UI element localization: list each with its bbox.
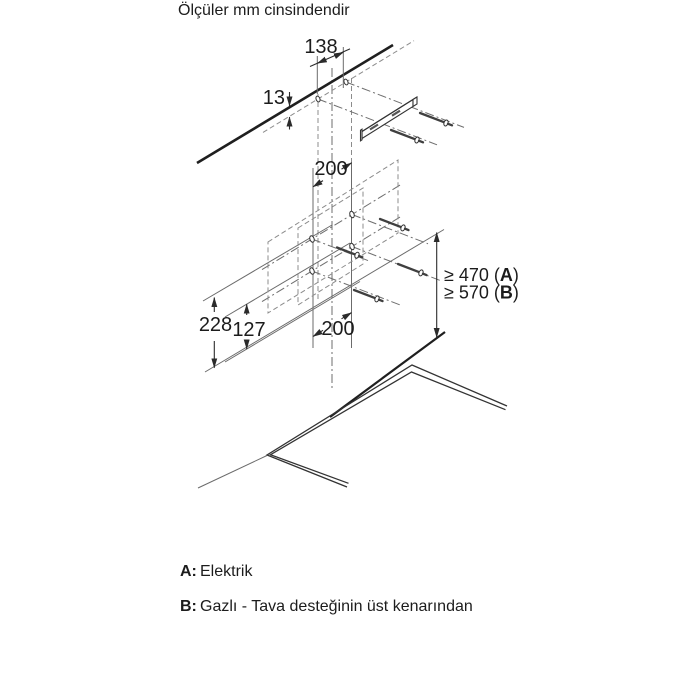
counter-wall-edge-line xyxy=(330,332,445,417)
screw-cap xyxy=(423,274,427,275)
clearance-a-suffix: ) xyxy=(512,265,519,285)
bracket-end-face xyxy=(413,97,417,107)
legend-key-b: B: xyxy=(180,598,197,615)
clearance-b-suffix: ) xyxy=(512,282,519,303)
legend-text-b: Gazlı - Tava desteğinin üst kenarından xyxy=(200,598,473,615)
clearance-b-prefix: ≥ 570 ( xyxy=(444,282,500,303)
dimension-arrow xyxy=(317,61,322,63)
wall-hole-right xyxy=(343,79,349,86)
legend-text-a: Elektrik xyxy=(200,563,253,580)
dimension-200-upper-label: 200 xyxy=(314,158,348,180)
dimension-13-label: 13 xyxy=(262,87,285,109)
screw-left-bottom xyxy=(354,290,383,303)
dimension-127 xyxy=(232,304,265,349)
panel-hole-bottom-right xyxy=(349,243,355,251)
panel-hole-top-right xyxy=(349,211,355,219)
screw-cap xyxy=(448,124,452,126)
wall-hole-left xyxy=(315,96,321,103)
clearance-a-prefix: ≥ 470 ( xyxy=(444,265,500,285)
dimension-200-lower-label: 200 xyxy=(321,318,355,340)
dimension-138-label: 138 xyxy=(304,36,338,58)
clearance-b-key: B xyxy=(499,282,513,303)
clearance-gas-label xyxy=(444,283,519,303)
panel-hole-top-left xyxy=(309,235,315,243)
screw-shaft xyxy=(420,113,444,122)
screw-bracket-top xyxy=(420,113,452,127)
hood-bottom-edge-line xyxy=(205,230,444,373)
screws xyxy=(337,113,452,303)
wall xyxy=(197,41,414,163)
screw-shaft xyxy=(398,264,419,272)
legend xyxy=(180,563,473,615)
screw-bracket-bottom xyxy=(391,130,423,144)
screw-cap xyxy=(405,229,409,230)
counter-front-edge-line xyxy=(198,456,267,489)
countertop-hob xyxy=(198,332,507,488)
dimension-228-label: 228 xyxy=(198,314,233,336)
hob-outline-inner xyxy=(271,372,506,483)
legend-key-a: A: xyxy=(180,563,197,580)
dimension-127-label: 127 xyxy=(232,319,266,341)
screw-cap xyxy=(379,300,383,301)
dimension-228 xyxy=(199,298,232,368)
lower-hole-row-centerline xyxy=(262,217,400,302)
screw-cap xyxy=(419,141,423,143)
diagram-title: Ölçüler mm cinsindendir xyxy=(178,2,350,19)
hood-edge-lines xyxy=(203,225,444,372)
mounting-outlines xyxy=(268,160,398,313)
clearance-a-key: A xyxy=(499,265,513,285)
dimension-clearance xyxy=(437,233,519,338)
bracket-left-flange xyxy=(361,129,363,141)
wall-top-edge-line xyxy=(197,45,393,163)
hob-outline-outer xyxy=(267,365,507,487)
dimension-200-lower xyxy=(313,313,355,340)
screw-right-bottom xyxy=(398,264,427,277)
screw-cap xyxy=(359,256,362,257)
outer-mounting-outline xyxy=(268,160,398,313)
panel-hole-bottom-left xyxy=(309,267,315,275)
